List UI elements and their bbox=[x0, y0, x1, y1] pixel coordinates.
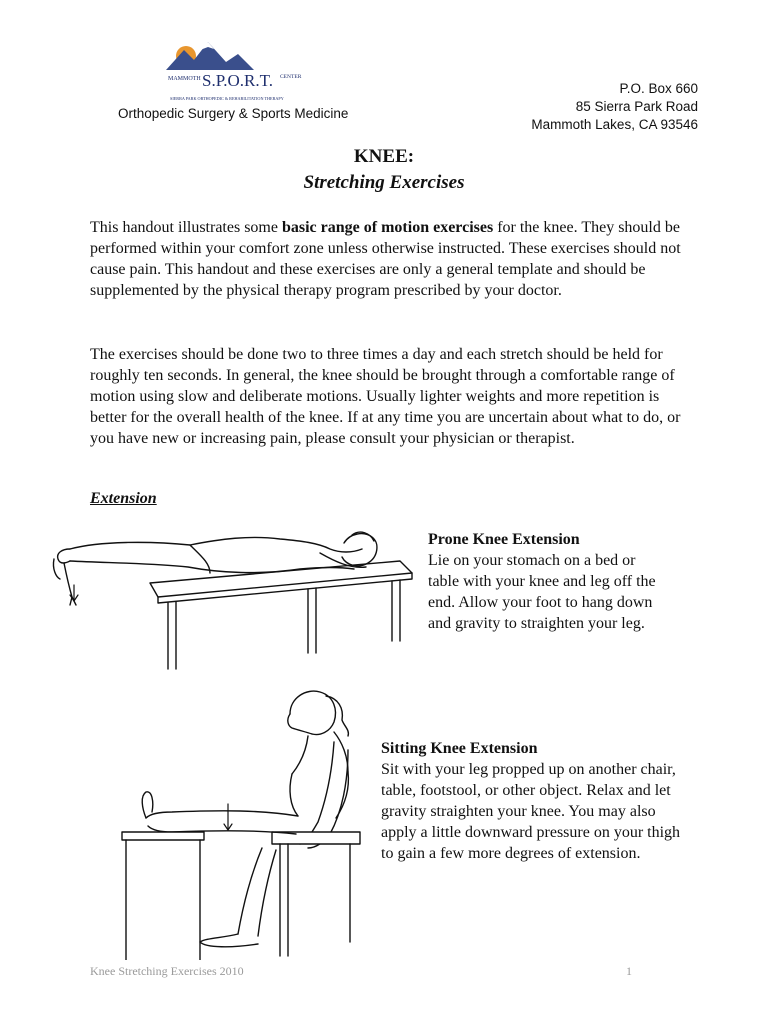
address-line: Mammoth Lakes, CA 93546 bbox=[531, 117, 698, 132]
section-heading-extension: Extension bbox=[90, 490, 157, 507]
exercise-title: Prone Knee Extension bbox=[428, 531, 580, 548]
practice-name: Orthopedic Surgery & Sports Medicine bbox=[118, 106, 349, 121]
address-line: 85 Sierra Park Road bbox=[575, 99, 698, 114]
address-line: P.O. Box 660 bbox=[619, 81, 698, 96]
intro-text-end: for the knee. They should be performed within your comfort zone unless otherwise instructed. These exercises should not cause pain. This handout and these exercises are only a general template and should be supplemented by the physical therapy program prescribed by your doctor. bbox=[90, 219, 681, 299]
intro-bold-phrase: basic range of motion exercises bbox=[281, 219, 494, 236]
mountain-logo-graphic bbox=[150, 36, 340, 108]
instructions-paragraph: The exercises should be done two to three times a day and each stretch should be held for roughly ten seconds. In general, the knee should be brought through a comfortable range of motion using slow and deliberate motions. Usually lighter weights and more repetition is better for the overall health of the knee. If at any time you are uncertain about what to do, or you have new or increasing pain, please consult your physician or therapist. bbox=[90, 346, 681, 447]
exercise-prone-knee-extension bbox=[428, 529, 668, 634]
prone-knee-extension-illustration bbox=[40, 523, 420, 671]
page-title: KNEE: bbox=[353, 146, 415, 167]
logo-top-text: MAMMOTH bbox=[168, 76, 201, 82]
intro-text-start: This handout illustrates some bbox=[90, 219, 282, 236]
page-subtitle: Stretching Exercises bbox=[303, 172, 465, 193]
exercise-sitting-knee-extension bbox=[381, 738, 681, 864]
exercise-title: Sitting Knee Extension bbox=[381, 740, 538, 757]
exercise-description: Lie on your stomach on a bed or table with your knee and leg off the end. Allow your foot to hang down and gravity to straighten your leg. bbox=[428, 552, 656, 632]
logo-brand-text: S.P.O.R.T. bbox=[202, 71, 274, 90]
address-block bbox=[531, 80, 698, 134]
logo-center-text: CENTER bbox=[280, 74, 302, 80]
logo-tagline-text: SIERRA PARK ORTHOPEDIC & REHABILITATION THERAPY bbox=[170, 96, 284, 101]
footer-page-number: 1 bbox=[626, 964, 632, 978]
clinic-logo bbox=[150, 36, 340, 108]
exercise-description: Sit with your leg propped up on another chair, table, footstool, or other object. Relax and let gravity straighten your knee. You may also apply a little downward pressure on your thigh to gain a few more degrees of extension. bbox=[381, 761, 681, 862]
intro-paragraph bbox=[90, 217, 690, 301]
footer-document-name: Knee Stretching Exercises 2010 bbox=[90, 964, 244, 978]
sitting-knee-extension-illustration bbox=[112, 672, 372, 960]
